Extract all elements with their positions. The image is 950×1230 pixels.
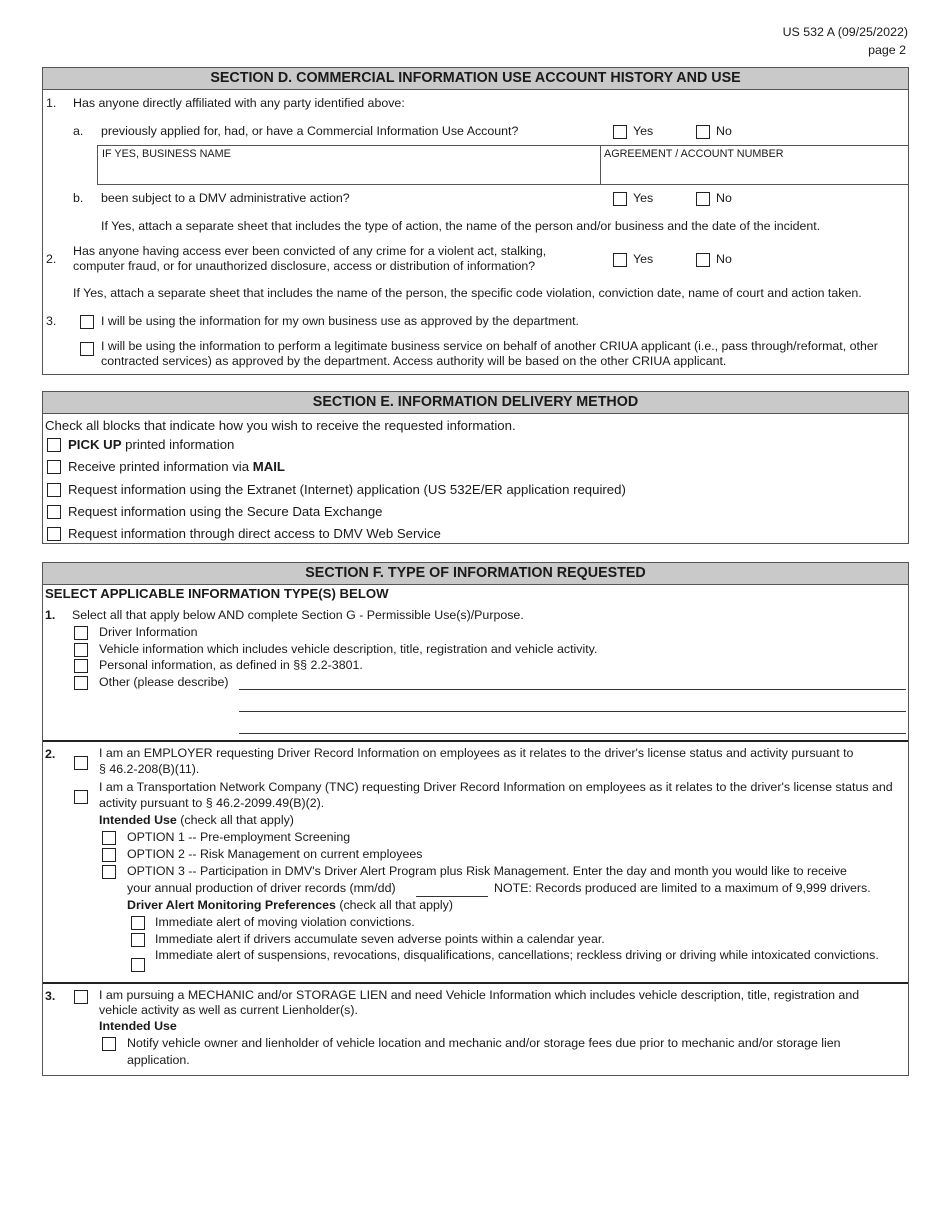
q1-text: Has anyone directly affiliated with any party identified above: <box>73 96 405 110</box>
q1b-no-label: No <box>716 191 732 205</box>
employer-checkbox[interactable] <box>74 756 88 770</box>
alert-prefs-rest: (check all that apply) <box>335 898 453 912</box>
option2-label: OPTION 2 -- Risk Management on current employees <box>127 847 423 861</box>
alert3-checkbox[interactable] <box>131 958 145 972</box>
q2-yes-checkbox[interactable] <box>613 253 627 267</box>
other-describe-line-1[interactable] <box>239 689 906 690</box>
agreement-number-field[interactable] <box>600 145 909 185</box>
web-service-checkbox[interactable] <box>47 527 61 541</box>
pickup-bold: PICK UP <box>68 437 122 452</box>
vehicle-info-label: Vehicle information which includes vehicle description, title, registration and vehicle activity. <box>99 642 598 656</box>
intended-use-bold: Intended Use <box>99 813 177 827</box>
other-describe-line-3[interactable] <box>239 733 906 734</box>
annual-date-field[interactable] <box>416 896 488 897</box>
lien-text: I am pursuing a MECHANIC and/or STORAGE LIEN and need Vehicle Information which includes vehicle description, title, registration and vehicle activity as well as current Lienholder(s). <box>99 988 860 1017</box>
option3-note: NOTE: Records produced are limited to a maximum of 9,999 drivers. <box>494 881 871 895</box>
q1b-note: If Yes, attach a separate sheet that includes the type of action, the name of the person and/or business and the date of the incident. <box>101 219 821 233</box>
mail-pre: Receive printed information via <box>68 459 253 474</box>
extranet-checkbox[interactable] <box>47 483 61 497</box>
option3-line1: OPTION 3 -- Participation in DMV's Driver Alert Program plus Risk Management. Enter the day and month you would like to receive <box>127 864 847 878</box>
personal-info-checkbox[interactable] <box>74 659 88 673</box>
secure-data-label: Request information using the Secure Data Exchange <box>68 504 383 519</box>
pickup-checkbox[interactable] <box>47 438 61 452</box>
other-label: Other (please describe) <box>99 675 229 689</box>
q1a-no-label: No <box>716 124 732 138</box>
lien-notify-checkbox[interactable] <box>102 1037 116 1051</box>
q2-text: Has anyone having access ever been convicted of any crime for a violent act, stalking, computer fraud, or for unauthorized disclosure, access or distribution of information? <box>73 244 547 273</box>
section-e <box>42 391 909 544</box>
mail-checkbox[interactable] <box>47 460 61 474</box>
tnc-checkbox[interactable] <box>74 790 88 804</box>
q2-number: 2. <box>46 252 57 266</box>
alert1-label: Immediate alert of moving violation convictions. <box>155 915 415 929</box>
alert-prefs-bold: Driver Alert Monitoring Preferences <box>127 898 336 912</box>
f1-text: Select all that apply below AND complete Section G - Permissible Use(s)/Purpose. <box>72 608 524 622</box>
agreement-number-label: AGREEMENT / ACCOUNT NUMBER <box>604 148 784 160</box>
intended-use-heading <box>99 813 294 827</box>
q3-own-use-checkbox[interactable] <box>80 315 94 329</box>
other-checkbox[interactable] <box>74 676 88 690</box>
alert2-label: Immediate alert if drivers accumulate seven adverse points within a calendar year. <box>155 932 605 946</box>
q1a-yes-label: Yes <box>633 124 654 138</box>
section-d <box>42 67 909 375</box>
q3-own-use-text: I will be using the information for my own business use as approved by the department. <box>101 314 579 328</box>
lien-intended-use: Intended Use <box>99 1019 177 1033</box>
q1a-text: previously applied for, had, or have a Commercial Information Use Account? <box>101 124 519 138</box>
alert2-checkbox[interactable] <box>131 933 145 947</box>
page-number: page 2 <box>868 43 906 57</box>
alert3-label: Immediate alert of suspensions, revocations, disqualifications, cancellations; reckless driving or driving while intoxicated convictions. <box>155 948 879 962</box>
q2-no-label: No <box>716 252 732 266</box>
mail-bold: MAIL <box>252 459 285 474</box>
f2-number: 2. <box>45 747 56 761</box>
lien-notify-text: Notify vehicle owner and lienholder of vehicle location and mechanic and/or storage fees due prior to mechanic and/or storage lien application. <box>127 1036 841 1067</box>
tnc-text: I am a Transportation Network Company (TNC) requesting Driver Record Information on employees as it relates to the driver's license status and activity pursuant to § 46.2-2099.49(B)(2). <box>99 780 893 810</box>
option1-label: OPTION 1 -- Pre-employment Screening <box>127 830 351 844</box>
option2-checkbox[interactable] <box>102 848 116 862</box>
q1b-yes-checkbox[interactable] <box>613 192 627 206</box>
section-e-title: SECTION E. INFORMATION DELIVERY METHOD <box>43 392 908 414</box>
mail-label <box>68 459 285 474</box>
q1b-text: been subject to a DMV administrative action? <box>101 191 350 205</box>
option3-checkbox[interactable] <box>102 865 116 879</box>
business-name-field[interactable] <box>97 145 601 185</box>
section-f <box>42 562 909 1076</box>
section-f-title: SECTION F. TYPE OF INFORMATION REQUESTED <box>43 563 908 585</box>
driver-info-checkbox[interactable] <box>74 626 88 640</box>
option3-line2: your annual production of driver records (mm/dd) <box>127 881 396 895</box>
alert-prefs-heading <box>127 898 453 912</box>
intended-use-rest: (check all that apply) <box>176 813 294 827</box>
section-f-subtitle: SELECT APPLICABLE INFORMATION TYPE(S) BELOW <box>45 586 389 601</box>
business-name-label: IF YES, BUSINESS NAME <box>102 148 231 160</box>
q2-yes-label: Yes <box>633 252 654 266</box>
q2-note: If Yes, attach a separate sheet that includes the name of the person, the specific code violation, conviction date, name of court and action taken. <box>73 286 862 300</box>
employer-text: I am an EMPLOYER requesting Driver Record Information on employees as it relates to the driver's license status and activity pursuant to § 46.2-208(B)(11). <box>99 746 854 776</box>
driver-info-label: Driver Information <box>99 625 198 639</box>
pickup-rest: printed information <box>121 437 235 452</box>
section-e-intro: Check all blocks that indicate how you wish to receive the requested information. <box>45 418 516 433</box>
q2-no-checkbox[interactable] <box>696 253 710 267</box>
f3-number: 3. <box>45 989 56 1003</box>
secure-data-checkbox[interactable] <box>47 505 61 519</box>
option1-checkbox[interactable] <box>102 831 116 845</box>
f1-number: 1. <box>45 608 56 622</box>
lien-checkbox[interactable] <box>74 990 88 1004</box>
f2-divider <box>43 982 908 984</box>
web-service-label: Request information through direct access to DMV Web Service <box>68 526 441 541</box>
pickup-label <box>68 437 234 452</box>
other-describe-line-2[interactable] <box>239 711 906 712</box>
extranet-label: Request information using the Extranet (Internet) application (US 532E/ER application required) <box>68 482 626 497</box>
q1b-yes-label: Yes <box>633 191 654 205</box>
q3-service-checkbox[interactable] <box>80 342 94 356</box>
q3-number: 3. <box>46 314 57 328</box>
q1a-yes-checkbox[interactable] <box>613 125 627 139</box>
personal-info-label: Personal information, as defined in §§ 2.2-3801. <box>99 658 363 672</box>
section-d-title: SECTION D. COMMERCIAL INFORMATION USE ACCOUNT HISTORY AND USE <box>43 68 908 90</box>
q1b-no-checkbox[interactable] <box>696 192 710 206</box>
f1-divider <box>43 740 908 742</box>
vehicle-info-checkbox[interactable] <box>74 643 88 657</box>
q1a-no-checkbox[interactable] <box>696 125 710 139</box>
alert1-checkbox[interactable] <box>131 916 145 930</box>
q1a-label: a. <box>73 124 84 138</box>
q1b-label: b. <box>73 191 84 205</box>
form-id: US 532 A (09/25/2022) <box>782 25 908 39</box>
q3-service-text: I will be using the information to perform a legitimate business service on behalf of another CRIUA applicant (i.e., pass through/reformat, other contracted services) as approved by the department. Access authority will be based on the other CRIUA applicant. <box>101 339 878 368</box>
q1-number: 1. <box>46 96 57 110</box>
